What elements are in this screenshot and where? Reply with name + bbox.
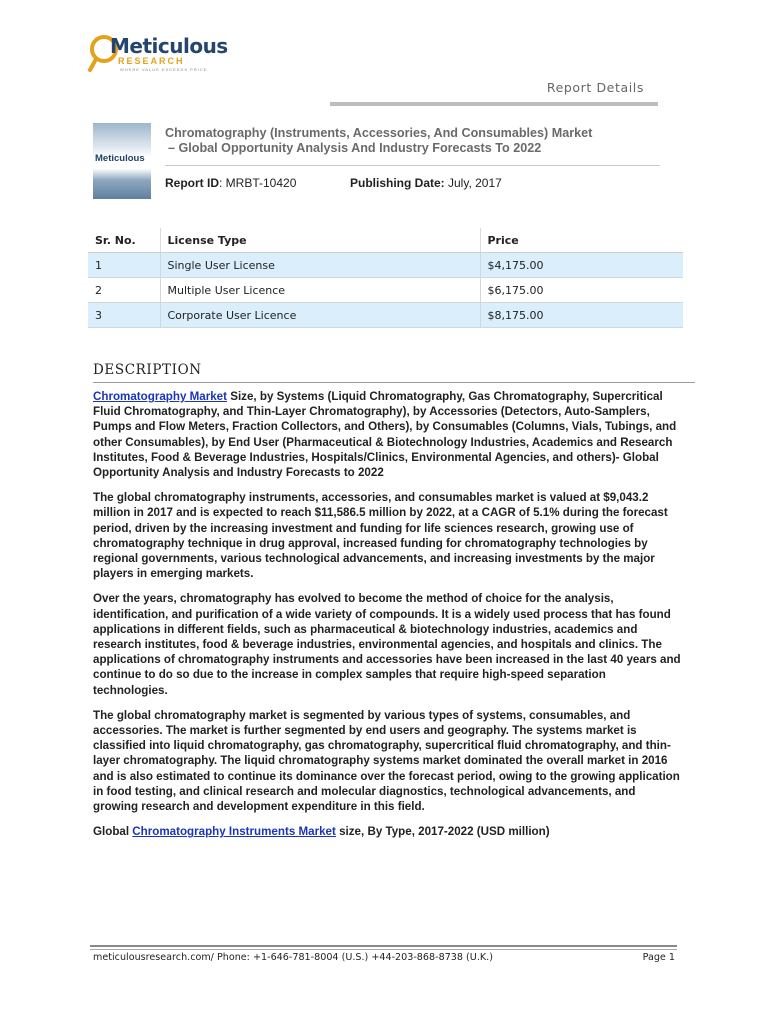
footer-rule: [90, 945, 677, 947]
license-table-header: [88, 228, 683, 253]
logo-subtitle: RESEARCH: [118, 56, 185, 66]
cell-sr-no: 2: [88, 278, 160, 303]
logo-tagline: WHERE VALUE EXCEEDS PRICE: [120, 67, 208, 72]
report-title-line-1: Chromatography (Instruments, Accessories, And Consumables) Market: [165, 126, 593, 140]
chromatography-instruments-market-link[interactable]: Chromatography Instruments Market: [132, 825, 336, 839]
description-rule: [93, 382, 695, 383]
paragraph-5-pre: Global: [93, 825, 133, 839]
license-table: [88, 228, 683, 328]
header-rule: [330, 102, 658, 106]
page-number: Page 1: [642, 952, 675, 963]
paragraph-2: The global chromatography instruments, accessories, and consumables market is valued at $9,043.2 million in 2017 and is expected to reach $11,586.5 million by 2022, at a CAGR of 5.1% during the forecast period, driven by the increasing investment and funding for life sciences research, growing use of chromatography technique in drug approval, increased funding for chromatography technologies by regional governments, various technological advancements, and increasing investments by the major players in emerging markets.: [93, 491, 668, 581]
logo-wordmark: Meticulous: [110, 34, 228, 58]
report-id-value: : MRBT-10420: [219, 176, 297, 190]
table-row: [88, 303, 683, 328]
cell-sr-no: 3: [88, 303, 160, 328]
description-heading: DESCRIPTION: [93, 362, 202, 378]
cell-license-type: Corporate User Licence: [160, 303, 480, 328]
paragraph-3: Over the years, chromatography has evolved to become the method of choice for the analysis, identification, and purification of a wide variety of compounds. It is a widely used process that has found applications in different fields, such as pharmaceutical & biotechnology industries, academics and research institutes, food & beverage industries, environmental agencies, and hospitals and clinics. The applications of chromatography instruments and accessories have been increased in the last 40 years and continue to do so due to the increase in complex samples that require high-speed separation technologies.: [93, 592, 681, 697]
paragraph-5-post: size, By Type, 2017-2022 (USD million): [335, 825, 550, 839]
cell-price: $8,175.00: [480, 303, 683, 328]
header-license-type: License Type: [160, 228, 480, 253]
table-row: [88, 278, 683, 303]
cell-sr-no: 1: [88, 253, 160, 278]
cell-license-type: Multiple User Licence: [160, 278, 480, 303]
cell-license-type: Single User License: [160, 253, 480, 278]
cell-price: $6,175.00: [480, 278, 683, 303]
chromatography-market-link[interactable]: Chromatography Market: [93, 390, 227, 403]
paragraph-5: [93, 824, 683, 839]
report-id: [165, 176, 296, 190]
header-sr-no: Sr. No.: [88, 228, 160, 253]
paragraph-4: The global chromatography market is segmented by various types of systems, consumables, and accessories. The market is further segmented by end users and geography. The systems market is classified into liquid chromatography, gas chromatography, supercritical fluid chromatography, and thin-layer chromatography. The liquid chromatography systems market dominated the overall market in 2016 and is also estimated to continue its dominance over the forecast period, owing to the growing application in food testing, and clinical research and molecular diagnostics, technological advancements, and growing research and development expenditure in this field.: [93, 708, 680, 814]
publishing-date-label: Publishing Date:: [350, 176, 445, 190]
table-row: [88, 253, 683, 278]
cell-price: $4,175.00: [480, 253, 683, 278]
thumbnail-logo-text: Meticulous: [95, 153, 145, 164]
report-details-heading: Report Details: [546, 80, 644, 95]
title-rule: [165, 165, 660, 166]
description-body: [93, 389, 683, 849]
paragraph-1-text: Size, by Systems (Liquid Chromatography, Gas Chromatography, Supercritical Fluid Chromatography, and Thin-Layer Chromatography), by Accessories (Detectors, Auto-Samplers, Pumps and Flow Meters, Fraction Collectors, and Others), by Consumables (Columns, Vials, Tubings, and other Consumables), by End User (Pharmaceutical & Biotechnology Industries, Academics and Research Institutes, Food & Beverage Industries, Hospitals/Clinics, Environmental Agencies, and others)- Global Opportunity Analysis and Industry Forecasts to 2022: [93, 390, 677, 480]
report-id-label: Report ID: [165, 176, 219, 190]
footer-contact: meticulousresearch.com/ Phone: +1-646-781-8004 (U.S.) +44-203-868-8738 (U.K.): [93, 952, 493, 963]
publishing-date: [350, 176, 502, 190]
report-cover-thumbnail: [93, 123, 151, 199]
publishing-date-value: July, 2017: [444, 176, 502, 190]
report-title-line-2: – Global Opportunity Analysis And Industry Forecasts To 2022: [168, 141, 542, 155]
report-title: [165, 126, 665, 156]
company-logo: [88, 30, 228, 80]
paragraph-1: [93, 389, 683, 480]
footer-rule-thin: [90, 949, 677, 950]
header-price: Price: [480, 228, 683, 253]
